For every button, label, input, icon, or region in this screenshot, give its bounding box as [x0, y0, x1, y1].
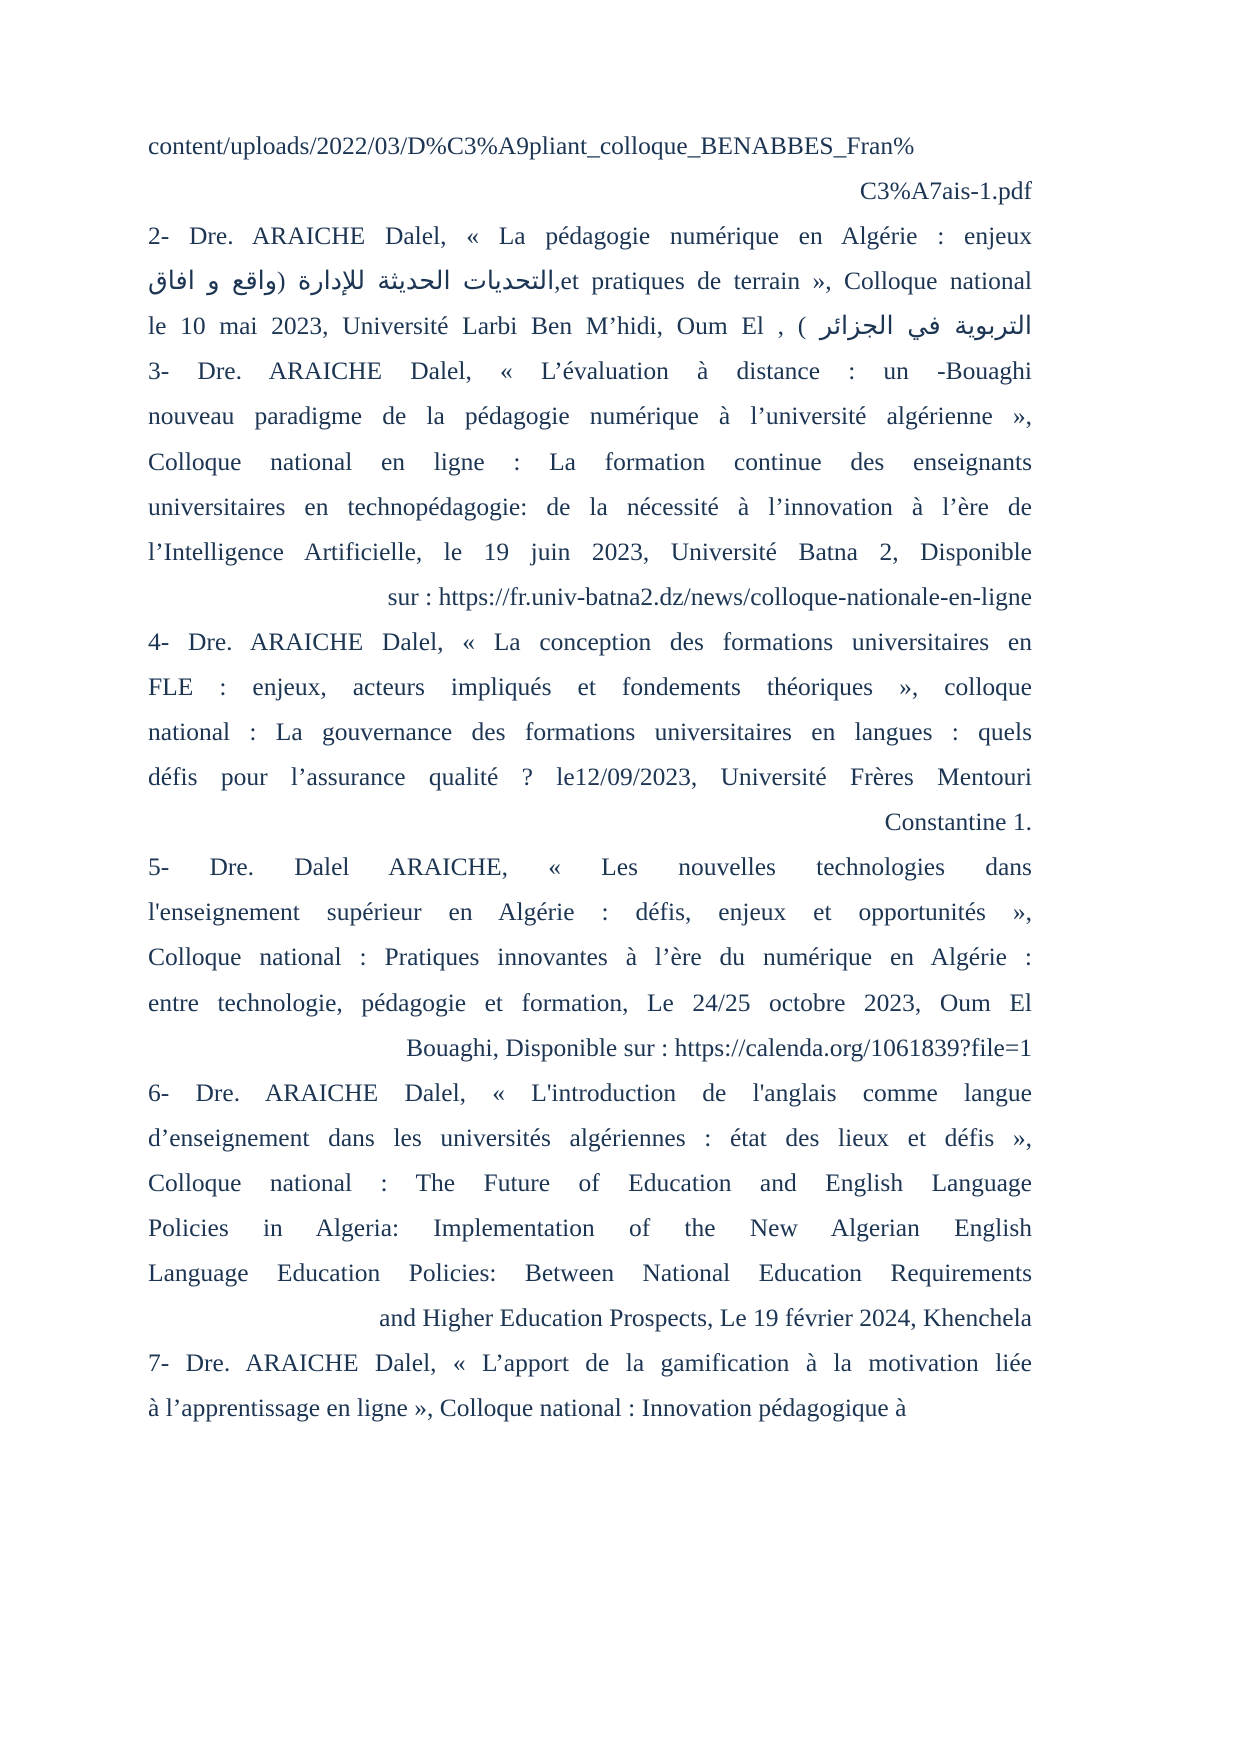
text-line: à l’apprentissage en ligne », Colloque national : Innovation pédagogique à — [148, 1393, 907, 1423]
text-line: التحديات الحديثة للإدارة (واقع و افاق,et pratiques de terrain », Colloque national — [148, 266, 1032, 296]
text-line: défis pour l’assurance qualité ? le12/09/2023, Université Frères Mentouri — [148, 762, 1032, 792]
text-line: 3- Dre. ARAICHE Dalel, « L’évaluation à distance : un -Bouaghi — [148, 356, 1032, 386]
text-line: l'enseignement supérieur en Algérie : défis, enjeux et opportunités », — [148, 897, 1032, 927]
text-line: Constantine 1. — [884, 807, 1032, 837]
text-line: content/uploads/2022/03/D%C3%A9pliant_colloque_BENABBES_Fran% — [148, 131, 915, 160]
text-line: nouveau paradigme de la pédagogie numérique à l’université algérienne », — [148, 401, 1032, 431]
text-line: and Higher Education Prospects, Le 19 février 2024, Khenchela — [379, 1303, 1032, 1333]
text-line: 6- Dre. ARAICHE Dalel, « L'introduction de l'anglais comme langue — [148, 1077, 1032, 1107]
text-line: Colloque national : Pratiques innovantes à l’ère du numérique en Algérie : — [148, 942, 1032, 972]
text-line: national : La gouvernance des formations universitaires en langues : quels — [148, 717, 1032, 747]
text-line: 4- Dre. ARAICHE Dalel, « La conception des formations universitaires en — [148, 626, 1032, 656]
text-line: 5- Dre. Dalel ARAICHE, « Les nouvelles technologies dans — [148, 852, 1032, 882]
text-line: universitaires en technopédagogie: de la nécessité à l’innovation à l’ère de — [148, 491, 1032, 521]
text-line: Policies in Algeria: Implementation of the New Algerian English — [148, 1212, 1032, 1242]
text-line: C3%A7ais-1.pdf — [859, 176, 1032, 206]
text-line: 2- Dre. ARAICHE Dalel, « La pédagogie numérique en Algérie : enjeux — [148, 221, 1032, 251]
text-line: FLE : enjeux, acteurs impliqués et fondements théoriques », colloque — [148, 671, 1032, 701]
text-line: Bouaghi, Disponible sur : https://calenda.org/1061839?file=1 — [406, 1032, 1032, 1062]
text-line: Language Education Policies: Between National Education Requirements — [148, 1258, 1032, 1287]
text-line: sur : https://fr.univ-batna2.dz/news/colloque-nationale-en-ligne — [387, 581, 1032, 611]
text-line: Colloque national en ligne : La formation continue des enseignants — [148, 446, 1032, 476]
text-line: l’Intelligence Artificielle, le 19 juin 2023, Université Batna 2, Disponible — [148, 536, 1032, 566]
text-line: d’enseignement dans les universités algériennes : état des lieux et défis », — [148, 1122, 1032, 1152]
text-line: 7- Dre. ARAICHE Dalel, « L’apport de la gamification à la motivation liée — [148, 1348, 1032, 1378]
text-line: le 10 mai 2023, Université Larbi Ben M’hidi, Oum El , ( التربوية في الجزائر — [148, 311, 1032, 341]
text-line: entre technologie, pédagogie et formation, Le 24/25 octobre 2023, Oum El — [148, 987, 1032, 1017]
text-line: Colloque national : The Future of Education and English Language — [148, 1167, 1032, 1197]
